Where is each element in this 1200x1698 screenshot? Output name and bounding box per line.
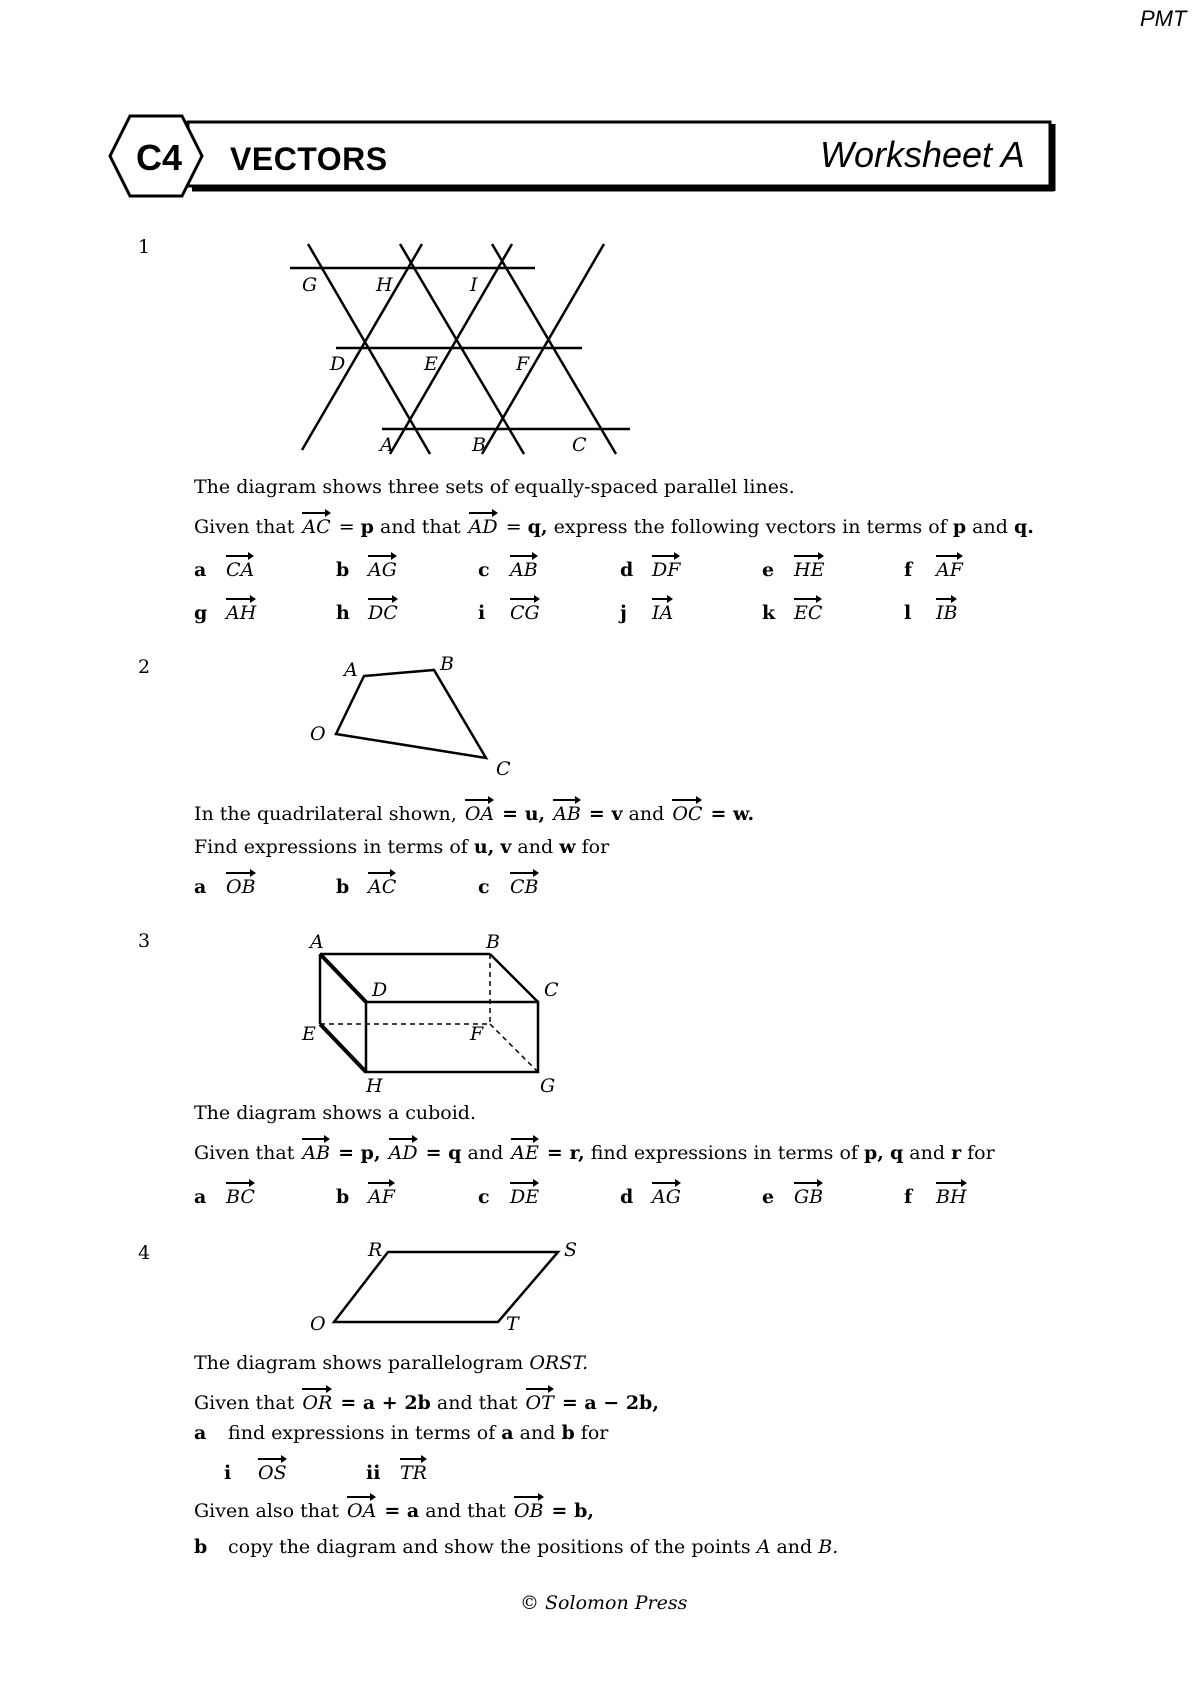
q1-part-e: e HE [762,553,826,581]
point-label: G [540,1075,556,1096]
footer-copyright: © Solomon Press [520,1592,688,1614]
q1-part-g: g AH [194,596,258,624]
point-label: C [572,434,587,456]
q1-part-h: h DC [336,596,400,624]
q3-part-e: e GB [762,1180,825,1208]
q1-part-a: a CA [194,553,256,581]
question-number: 2 [138,656,151,678]
question-number: 4 [138,1242,151,1264]
q4-sub-ii: ii TR [366,1456,429,1484]
q4-diagram [300,1236,600,1336]
q1-diagram [280,236,640,458]
header-worksheet: Worksheet A [820,134,1025,175]
q2-part-c: c CB [478,870,541,898]
q3-intro: The diagram shows a cuboid. [194,1102,476,1124]
q3-diagram [296,928,576,1096]
q1-part-j: j IA [620,596,675,624]
question-number: 1 [138,236,151,258]
q1-part-l: l IB [904,596,959,624]
q1-part-d: d DF [620,553,682,581]
q1-given: Given that AC = p and that AD = q, express the following vectors in terms of p and q. [194,510,1034,538]
point-label: R [368,1239,383,1261]
point-label: S [564,1239,578,1261]
point-label: A [310,931,324,953]
q1-part-f: f AF [904,553,965,581]
q1-part-i: i CG [478,596,542,624]
q1-part-k: k EC [762,596,824,624]
point-label: I [470,274,478,296]
point-label: H [376,274,393,296]
point-label: C [496,758,511,780]
point-label: F [516,353,530,375]
q2-intro: In the quadrilateral shown, OA = u, AB = v and OC = w. [194,797,754,825]
q3-given: Given that AB = p, AD = q and AE = r, find expressions in terms of p, q and r for [194,1136,995,1164]
question-number: 3 [138,930,151,952]
q2-part-a: a OB [194,870,258,898]
point-label: D [372,979,388,1001]
point-label: E [424,353,438,375]
q4-given: Given that OR = a + 2b and that OT = a − 2b, [194,1386,659,1414]
q1-part-c: c AB [478,553,540,581]
q3-part-a: a BC [194,1180,257,1208]
q3-part-d: d AG [620,1180,683,1208]
q2-part-b: b AC [336,870,398,898]
point-label: H [366,1075,383,1096]
point-label: B [486,931,500,953]
point-label: T [506,1313,519,1335]
header-topic: VECTORS [230,141,388,177]
q4-part-b: b copy the diagram and show the positions of the points A and B. [194,1536,839,1558]
point-label: B [472,434,486,456]
q2-diagram [300,650,530,780]
point-label: A [344,659,358,681]
point-label: B [440,653,454,675]
point-label: G [302,274,318,296]
corner-mark: PMT [1140,6,1187,31]
point-label: C [544,979,559,1001]
q4-part-a: a find expressions in terms of a and b for [194,1422,609,1444]
q3-part-c: c DE [478,1180,541,1208]
q1-part-b: b AG [336,553,399,581]
point-label: D [330,353,346,375]
point-label: F [470,1023,484,1045]
q4-also: Given also that OA = a and that OB = b, [194,1494,594,1522]
q3-part-b: b AF [336,1180,397,1208]
header-code: C4 [136,137,183,178]
q1-intro: The diagram shows three sets of equally-spaced parallel lines. [194,476,795,498]
point-label: O [310,1313,326,1335]
point-label: E [302,1023,316,1045]
point-label: A [380,434,394,456]
q3-part-f: f BH [904,1180,969,1208]
q4-intro: The diagram shows parallelogram ORST. [194,1352,589,1374]
q2-find: Find expressions in terms of u, v and w for [194,836,610,858]
point-label: O [310,723,326,745]
q4-sub-i: i OS [224,1456,289,1484]
